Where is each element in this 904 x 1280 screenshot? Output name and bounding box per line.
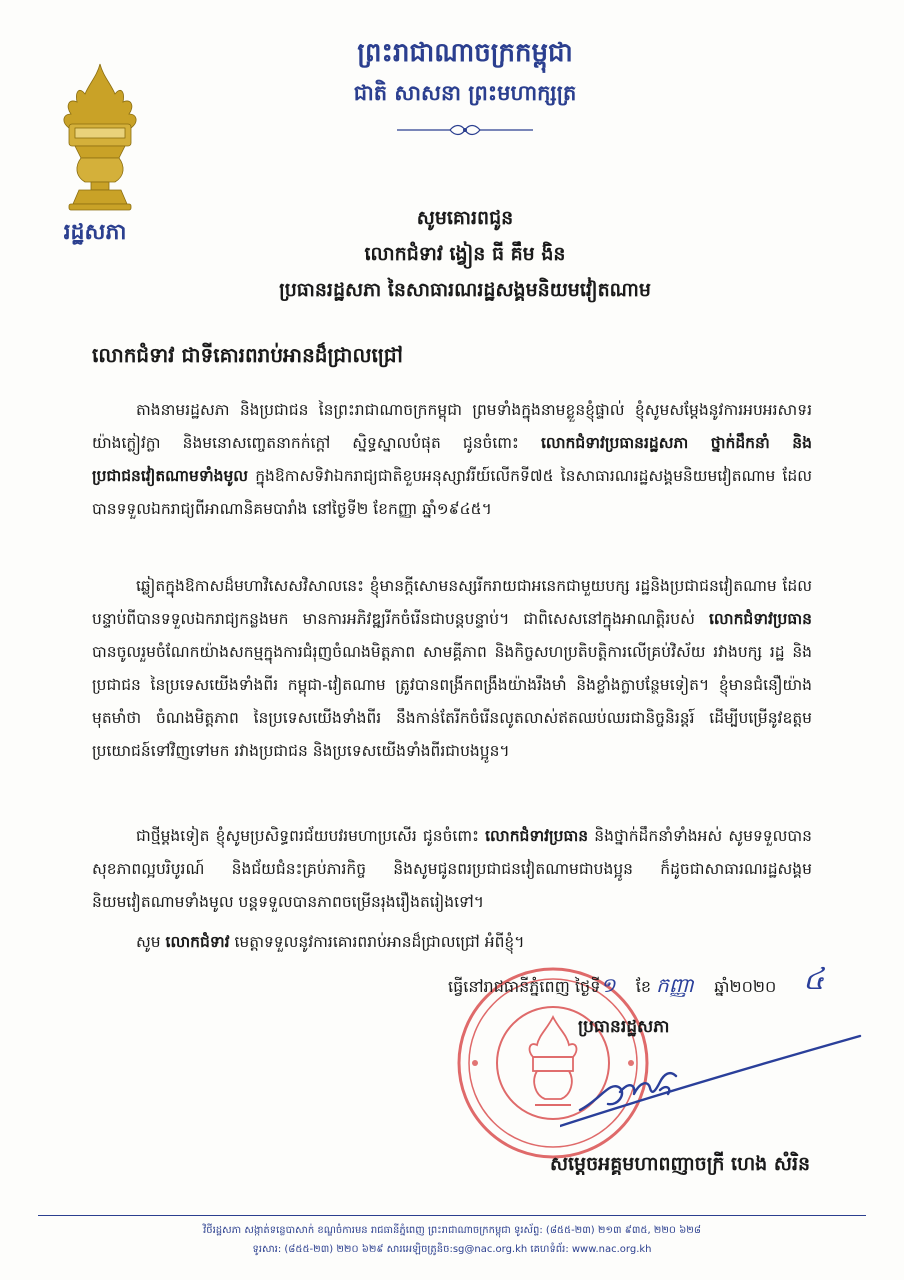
footer-contact: ទូរសារ: (៨៥៥-២៣) ២២០ ៦២៩ សារអេឡិចត្រូនិច:sg@nac.org.kh គេហទំព័រ: www.nac.org.kh [252,1244,652,1255]
p1-text-c: ក្នុងឱកាសទិវាឯករាជ្យជាតិខួបអនុស្សាវរីយ៍លើកទី៧៥ នៃសាធារណរដ្ឋសង្គមនិយមវៀតណាម ដែលបានទទួលឯករាជ្យពីអាណានិគមបារាំង នៅថ្ងៃទី២ ខែកញ្ញា ឆ្នាំ១៩៤៥។ [92,467,812,518]
p1-text-a: តាងនាមរដ្ឋសភា និងប្រជាជន នៃព្រះរាជាណាចក្រកម្ពុជា ព្រមទាំងក្នុងនាមខ្លួនខ្ញុំផ្ទាល់ ខ្ញុំសូមសម្តែងនូវការអបអរសាទរយ៉ាងក្លៀវក្លា និងមនោសញ្ចេតនាកក់ក្តៅ ស្និទ្ធស្នាលបំផុត ជូនចំពោះ [92,401,812,452]
paragraph-2 [92,570,812,768]
national-motto: ជាតិ សាសនា ព្រះមហាក្សត្រ [353,81,577,105]
p2-text-c: បានចូលរួមចំណែកយ៉ាងសកម្មក្នុងការជំរុញចំណងមិត្តភាព សាមគ្គីភាព និងកិច្ចសហប្រតិបត្តិការលើគ្រប់វិស័យ រវាងបក្ស រដ្ឋ និងប្រជាជន នៃប្រទេសយើងទាំងពីរ កម្ពុជា-វៀតណាម ត្រូវបានពង្រីកពង្រឹងយ៉ាងរឹងមាំ និងខ្លាំងក្លាបន្ថែមទៀត។ ខ្ញុំមានជំនឿយ៉ាងមុតមាំថា ចំណងមិត្តភាព នៃប្រទេសយើងទាំងពីរ នឹងកាន់តែរីកចំរើនលូតលាស់ឥតឈប់ឈរជានិច្ចនិរន្តរ៍ ដើម្បីបម្រើនូវឧត្តមប្រយោជន៍ទៅវិញទៅមក រវាងប្រជាជន និងប្រទេសយើងទាំងពីរជាបងប្អូន។ [92,643,812,760]
paragraph-3 [92,820,812,919]
place-prefix: ធ្វើនៅរាជធានីភ្នំពេញ ថ្ងៃទី [448,977,601,996]
p3-text-a: ជាថ្មីម្តងទៀត ខ្ញុំសូមប្រសិទ្ធពរជ័យបវរមហាប្រសើរ ជូនចំពោះ [136,827,479,845]
recipient-line-3: ប្រធានរដ្ឋសភា នៃសាធារណរដ្ឋសង្គមនិយមវៀតណាម [279,279,651,301]
footer-divider [38,1215,866,1216]
divider-ornament-icon [395,122,535,138]
p4-text-a: សូម [136,933,161,951]
date-day: ១ [600,973,616,997]
p2-emphasis: លោកជំទាវប្រធាន [708,610,812,628]
paragraph-1 [92,394,812,526]
year-prefix: ឆ្នាំ២០២០ [714,977,777,996]
salutation: លោកជំទាវ ជាទីគោរពរាប់អានដ៏ជ្រាលជ្រៅ [92,343,403,367]
signatory-title: ប្រធានរដ្ឋសភា [578,1017,670,1037]
month-prefix: ខែ [635,977,652,996]
footer-address: វិថីរដ្ឋសភា សង្កាត់ទន្លេបាសាក់ ខណ្ឌចំការមន រាជធានីភ្នំពេញ ព្រះរាជាណាចក្រកម្ពុជា ទូរស័ព្ទ: (៨៥៥-២៣) ២១៣ ៩៣៥, ២២០ ៦២៨ [203,1225,701,1236]
date-line [448,962,825,1002]
p4-emphasis: លោកជំទាវ [165,933,230,951]
signature-icon [560,1030,880,1130]
signer-name: សម្តេចអគ្គមហាពញាចក្រី ហេង សំរិន [549,1153,811,1175]
royal-emblem-icon [55,62,145,212]
paragraph-4 [92,926,812,959]
p4-text-c: មេត្តាទទួលនូវការគោរពរាប់អានដ៏ជ្រាលជ្រៅ អំពីខ្ញុំ។ [234,933,525,951]
p2-text-a: ឆ្លៀតក្នុងឱកាសដ៏មហាវិសេសវិសាលនេះ ខ្ញុំមានក្តីសោមនស្សរីករាយជាអនេកជាមួយបក្ស រដ្ឋនិងប្រជាជនវៀតណាម ដែលបន្ទាប់ពីបានទទួលឯករាជ្យកន្លងមក មានការអភិវឌ្ឍរីកចំរើនជាបន្តបន្ទាប់។ ជាពិសេសនៅក្នុងអាណត្តិរបស់ [92,577,812,628]
date-year-handwritten: ៤ [803,962,825,997]
p1-emphasis: លោកជំទាវប្រធានរដ្ឋសភា ថ្នាក់ដឹកនាំ និងប្រជាជនវៀតណាមទាំងមូល [92,434,812,485]
kingdom-title: ព្រះរាជាណាចក្រកម្ពុជា [357,38,573,68]
org-label: រដ្ឋសភា [63,220,127,245]
date-month: កញ្ញា [656,973,694,997]
recipient-line-2: លោកជំទាវ ង្វៀន ធី គឹម ងិន [364,243,566,265]
p3-emphasis: លោកជំទាវប្រធាន [485,827,589,845]
recipient-line-1: សូមគោរពជូន [416,207,514,229]
p3-text-c: និងថ្នាក់ដឹកនាំទាំងអស់ សូមទទួលបានសុខភាពល្អបរិបូរណ៍ និងជ័យជំនះគ្រប់ភារកិច្ច និងសូមជូនពរប្រជាជនវៀតណាមជាបងប្អូន ក៏ដូចជាសាធារណរដ្ឋសង្គមនិយមវៀតណាមទាំងមូល បន្តទទួលបានភាពចម្រើនរុងរឿងតរៀងទៅ។ [92,827,812,911]
